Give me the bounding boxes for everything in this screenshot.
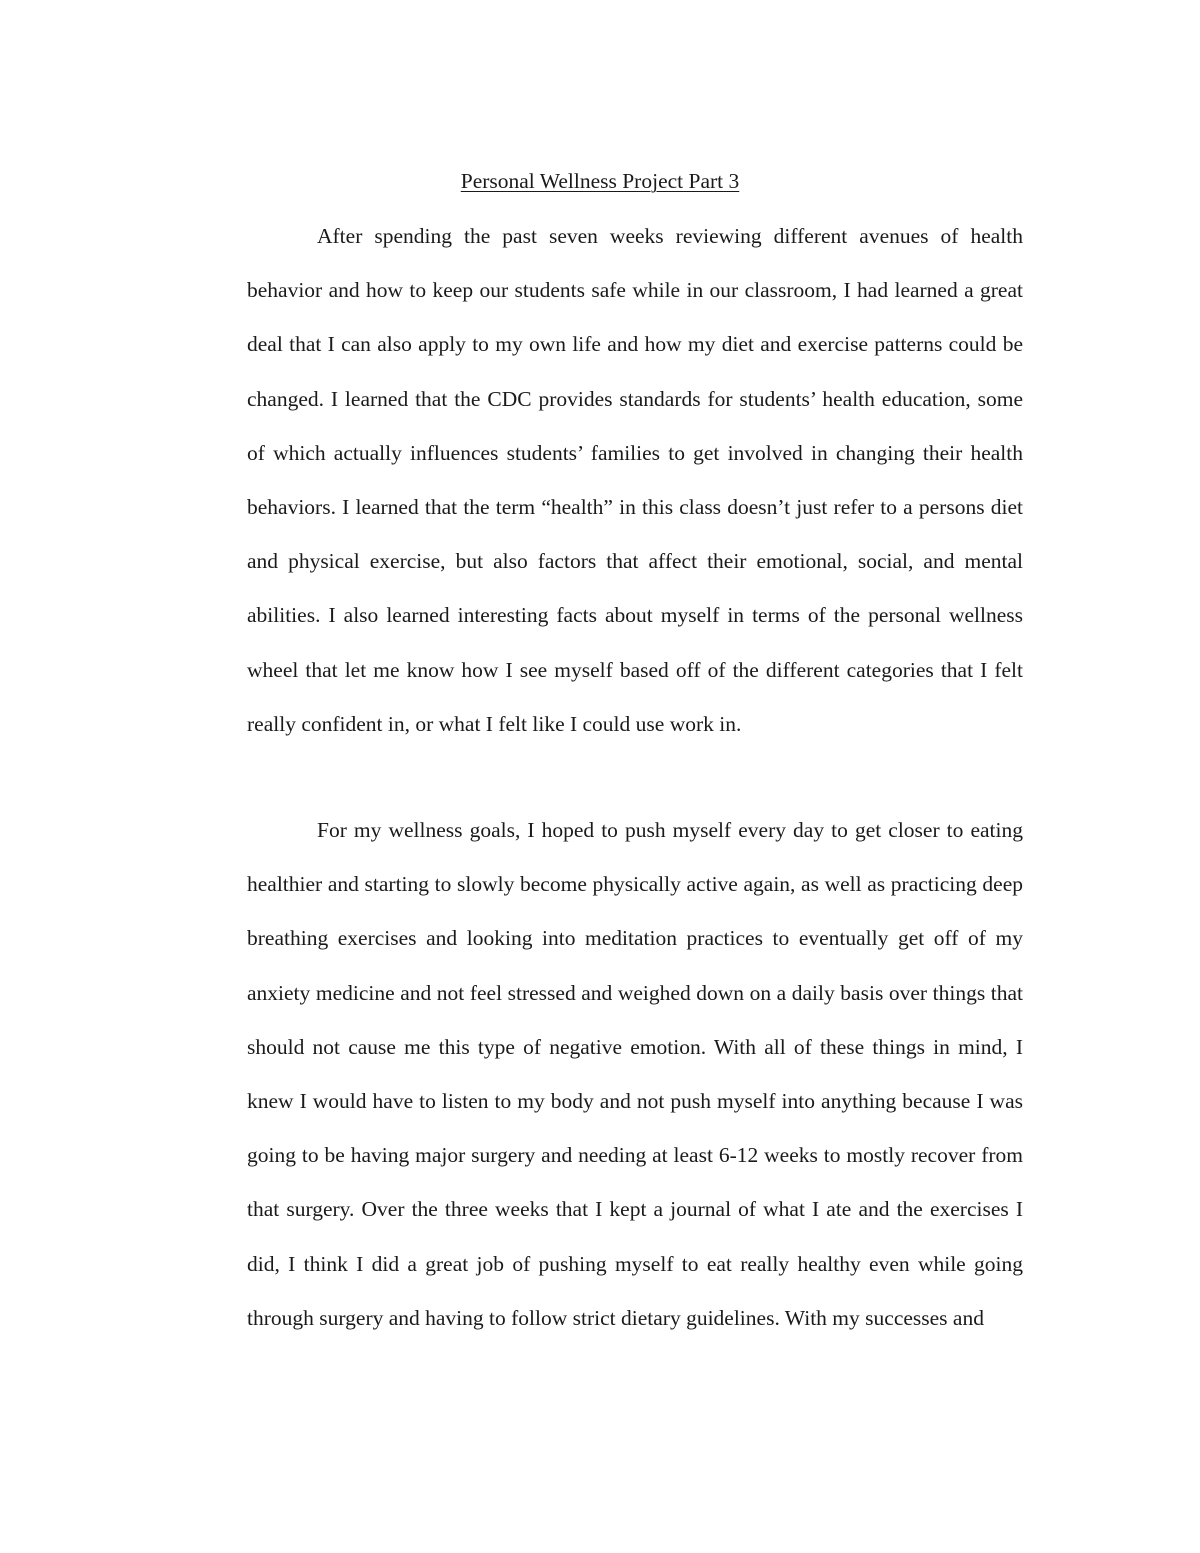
body-paragraph-1 <box>247 209 1023 751</box>
document-title: Personal Wellness Project Part 3 <box>460 169 740 193</box>
body-paragraph-2 <box>247 803 1023 1345</box>
paragraph-text: For my wellness goals, I hoped to push myself every day to get closer to eating healthier and starting to slowly become physically active again, as well as practicing deep breathing exercises and looking into meditation practices to eventually get off of my anxiety medicine and not feel stressed and weighed down on a daily basis over things that should not cause me this type of negative emotion. With all of these things in mind, I knew I would have to listen to my body and not push myself into anything because I was going to be having major surgery and needing at least 6-12 weeks to mostly recover from that surgery. Over the three weeks that I kept a journal of what I ate and the exercises I did, I think I did a great job of pushing myself to eat really healthy even while going through surgery and having to follow strict dietary guidelines. With my successes and <box>247 818 1023 1330</box>
paragraph-text: After spending the past seven weeks reviewing different avenues of health behavior and how to keep our students safe while in our classroom, I had learned a great deal that I can also apply to my own life and how my diet and exercise patterns could be changed. I learned that the CDC provides standards for students’ health education, some of which actually influences students’ families to get involved in changing their health behaviors. I learned that the term “health” in this class doesn’t just refer to a persons diet and physical exercise, but also factors that affect their emotional, social, and mental abilities. I also learned interesting facts about myself in terms of the personal wellness wheel that let me know how I see myself based off of the different categories that I felt really confident in, or what I felt like I could use work in. <box>247 224 1023 736</box>
